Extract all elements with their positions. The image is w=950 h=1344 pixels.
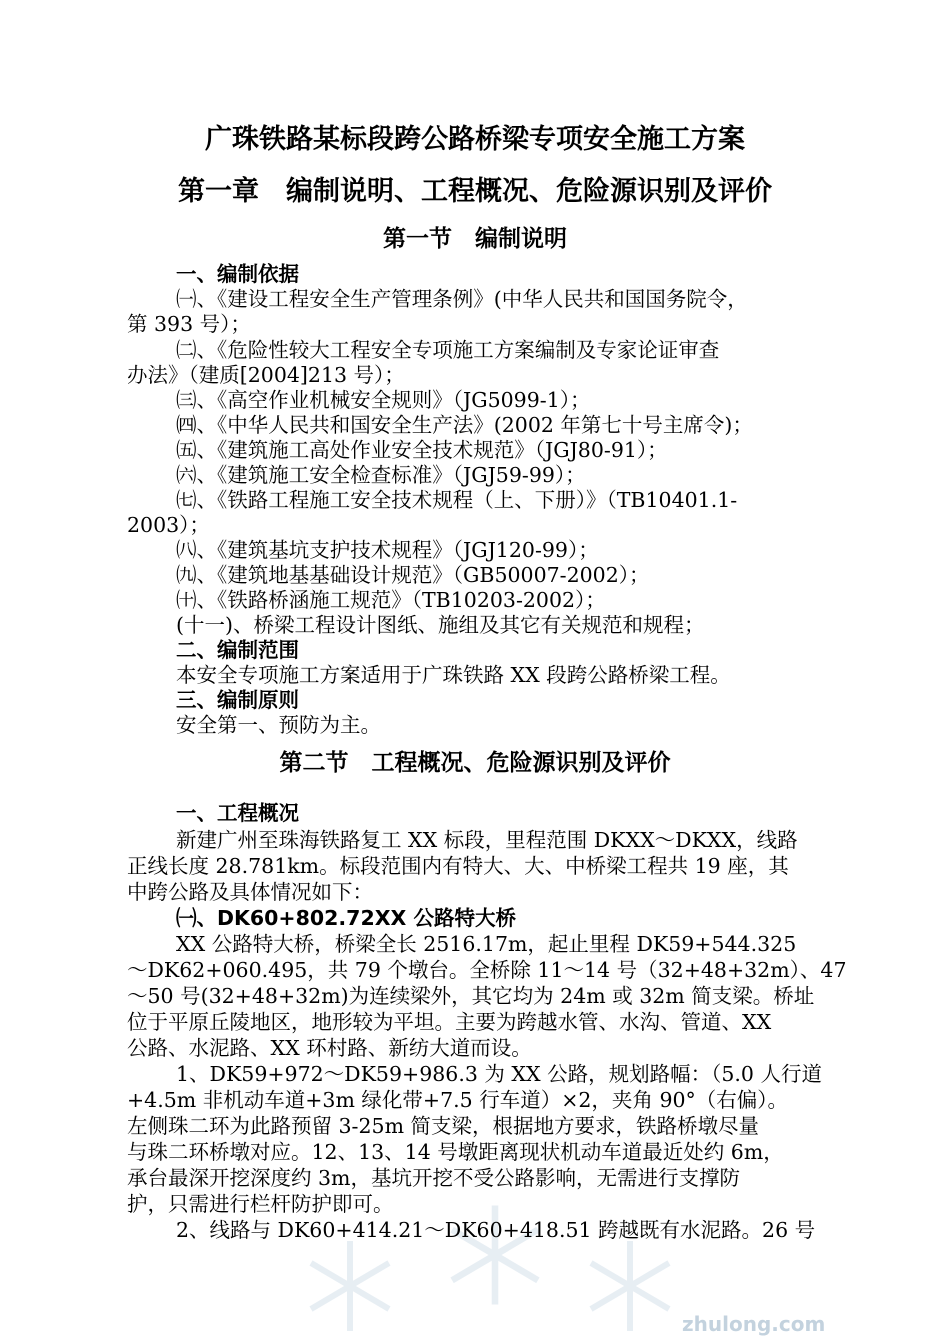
basis-heading: 一、编制依据 — [176, 262, 299, 286]
basis-item: ㈣、《中华人民共和国安全生产法》(2002 年第七十号主席令)； — [176, 413, 753, 437]
overview-line: 中跨公路及具体情况如下： — [127, 880, 373, 904]
bridge-line: 左侧珠二环为此路预留 3-25m 简支梁，根据地方要求，铁路桥墩尽量 — [127, 1114, 760, 1138]
bridge-heading: ㈠、DK60+802.72XX 公路特大桥 — [176, 906, 516, 930]
scope-heading: 二、编制范围 — [176, 638, 299, 662]
bridge-line: XX 公路特大桥，桥梁全长 2516.17m，起止里程 DK59+544.325 — [176, 932, 797, 956]
bridge-line: 1、DK59+972～DK59+986.3 为 XX 公路，规划路幅：（5.0 人行道 — [176, 1062, 822, 1086]
basis-item: ㈠、《建设工程安全生产管理条例》(中华人民共和国国务院令， — [176, 287, 748, 311]
principle-heading: 三、编制原则 — [176, 688, 299, 712]
scope-text: 本安全专项施工方案适用于广珠铁路 XX 段跨公路桥梁工程。 — [176, 663, 731, 687]
basis-item: ㈦、《铁路工程施工安全技术规程（上、下册）》（TB10401.1- — [176, 488, 738, 512]
overview-line: 新建广州至珠海铁路复工 XX 标段，里程范围 DKXX～DKXX，线路 — [176, 828, 798, 852]
basis-item: ㈥、《建筑施工安全检查标准》（JGJ59-99）； — [176, 463, 586, 487]
bridge-line: 与珠二环桥墩对应。12、13、14 号墩距离现状机动车道最近处约 6m， — [127, 1140, 784, 1164]
bridge-line: +4.5m 非机动车道+3m 绿化带+7.5 行车道）×2，夹角 90°（右偏）。 — [127, 1088, 789, 1112]
basis-item: ㈨、《建筑地基基础设计规范》（GB50007-2002）； — [176, 563, 650, 587]
overview-heading: 一、工程概况 — [176, 801, 299, 825]
bridge-line: ～50 号(32+48+32m)为连续梁外，其它均为 24m 或 32m 简支梁。桥址 — [127, 984, 815, 1008]
basis-item: (十一)、桥梁工程设计图纸、施组及其它有关规范和规程； — [176, 613, 705, 637]
chapter-title: 第一章 编制说明、工程概况、危险源识别及评价 — [178, 176, 772, 207]
overview-line: 正线长度 28.781km。标段范围内有特大、大、中桥梁工程共 19 座，其 — [127, 854, 789, 878]
basis-item: ㈩、《铁路桥涵施工规范》（TB10203-2002）； — [176, 588, 606, 612]
bridge-line: ～DK62+060.495，共 79 个墩台。全桥除 11～14 号（32+48+32m）、47 — [127, 958, 847, 982]
bridge-line: 护，只需进行栏杆防护即可。 — [127, 1192, 394, 1216]
bridge-line: 公路、水泥路、XX 环村路、新纺大道而设。 — [127, 1036, 532, 1060]
watermark-snowflake-right-icon — [580, 1236, 680, 1340]
bridge-line: 2、线路与 DK60+414.21～DK60+418.51 跨越既有水泥路。26 号 — [176, 1218, 816, 1242]
basis-item: 办法》（建质[2004]213 号）； — [127, 363, 405, 387]
section-title-1: 第一节 编制说明 — [383, 226, 567, 252]
basis-item: 2003）； — [127, 513, 210, 537]
principle-text: 安全第一、预防为主。 — [176, 713, 381, 737]
basis-item: ㈡、《危险性较大工程安全专项施工方案编制及专家论证审查 — [176, 338, 720, 362]
watermark-brand: zhulong.com — [682, 1312, 826, 1336]
bridge-line: 位于平原丘陵地区，地形较为平坦。主要为跨越水管、水沟、管道、XX — [127, 1010, 772, 1034]
section-title-2: 第二节 工程概况、危险源识别及评价 — [279, 750, 671, 776]
bridge-line: 承台最深开挖深度约 3m，基坑开挖不受公路影响，无需进行支撑防 — [127, 1166, 740, 1190]
basis-item: ㈧、《建筑基坑支护技术规程》（JGJ120-99）； — [176, 538, 599, 562]
document-title: 广珠铁路某标段跨公路桥梁专项安全施工方案 — [205, 124, 745, 155]
watermark-snowflake-left-icon — [300, 1236, 400, 1340]
basis-item: ㈢、《高空作业机械安全规则》（JG5099-1）； — [176, 388, 591, 412]
basis-item: 第 393 号）； — [127, 312, 251, 336]
basis-item: ㈤、《建筑施工高处作业安全技术规范》（JGJ80-91）； — [176, 438, 668, 462]
